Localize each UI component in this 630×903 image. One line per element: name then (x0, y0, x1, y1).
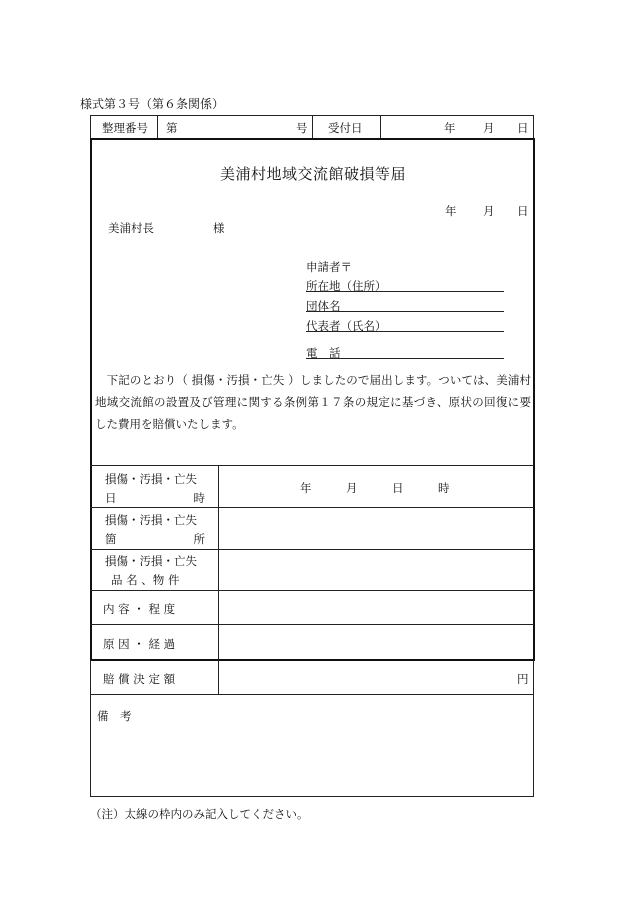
addressee-name: 美浦村長 (108, 221, 154, 235)
received-date-label: 受付日 (328, 121, 363, 135)
row-compensation-label: 賠 償 決 定 額 (103, 672, 176, 686)
damage-location-field[interactable] (222, 512, 528, 544)
applicant-address-label: 所在地（住所） (306, 279, 387, 293)
row-damage-datetime-label: 損傷・汚損・亡失 (105, 472, 197, 486)
submission-day: 日 (517, 204, 529, 218)
content-field[interactable] (222, 594, 528, 620)
row-damage-datetime-sublabel: 日 時 (105, 491, 205, 505)
number-prefix: 第 (166, 121, 178, 135)
applicant-phone-field[interactable] (306, 358, 504, 359)
damage-datetime-field[interactable]: 年 月 日 時 (300, 481, 450, 495)
management-number-label: 整理番号 (102, 121, 148, 135)
row-damage-location-label: 損傷・汚損・亡失 (105, 513, 197, 527)
applicant-label: 申請者〒 (306, 260, 352, 274)
received-day: 日 (517, 121, 529, 135)
row-cause-label: 原 因 ・ 経 過 (103, 637, 176, 651)
cause-field[interactable] (222, 628, 528, 654)
applicant-phone-label: 電 話 (306, 346, 341, 360)
applicant-rep-field[interactable] (306, 331, 504, 332)
row-damage-item-sublabel: 品 名 、物 件 (111, 573, 180, 587)
addressee-honorific: 様 (213, 221, 225, 235)
received-month: 月 (483, 121, 495, 135)
declaration-text: 下記のとおり（ 損傷・汚損・亡失 ）しましたので届出します。ついては、美浦村地域交流館の設置及び管理に関する条例第１７条の規定に基づき、原状の回復に要した費用を賠償いたします。 (95, 373, 531, 431)
yen-unit: 円 (517, 672, 529, 686)
form-number-label: 様式第３号（第６条関係） (80, 97, 225, 111)
applicant-org-label: 団体名 (306, 299, 341, 313)
row-content-label: 内 容 ・ 程 度 (103, 602, 176, 616)
applicant-address-field[interactable] (306, 291, 504, 292)
received-year: 年 (444, 121, 456, 135)
applicant-rep-label: 代表者（氏名） (306, 319, 387, 333)
submission-year: 年 (445, 204, 457, 218)
form-title: 美浦村地域交流館破損等届 (220, 165, 407, 183)
row-damage-location-sublabel: 箇 所 (105, 532, 205, 546)
remarks-field[interactable] (95, 726, 527, 790)
number-suffix: 号 (296, 121, 308, 135)
applicant-org-field[interactable] (306, 311, 504, 312)
remarks-label: 備 考 (97, 709, 132, 723)
damage-item-field[interactable] (222, 553, 528, 585)
footnote: （注）太線の枠内のみ記入してください。 (90, 807, 309, 821)
submission-month: 月 (483, 204, 495, 218)
row-damage-item-label: 損傷・汚損・亡失 (105, 554, 197, 568)
